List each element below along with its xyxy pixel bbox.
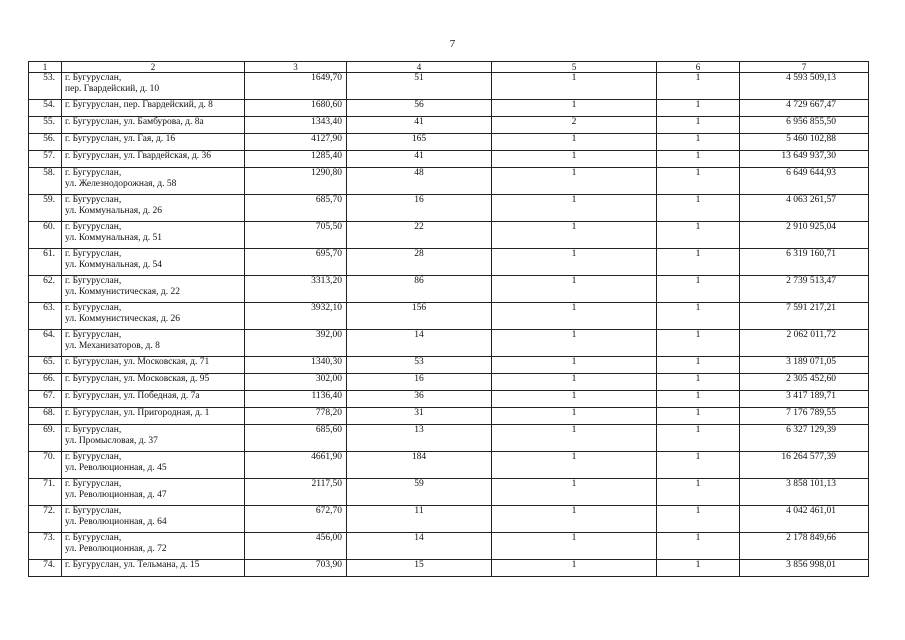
row-number-cell: 54. bbox=[29, 100, 62, 117]
address-line: г. Бугуруслан, bbox=[65, 533, 122, 543]
column-3-cell: 1340,30 bbox=[245, 357, 347, 374]
column-3-cell: 685,60 bbox=[245, 425, 347, 452]
column-6-cell: 1 bbox=[657, 134, 740, 151]
column-6-cell: 1 bbox=[657, 303, 740, 330]
address-cell bbox=[62, 560, 245, 577]
address-cell bbox=[62, 151, 245, 168]
row-number-cell: 68. bbox=[29, 408, 62, 425]
column-6-cell: 1 bbox=[657, 506, 740, 533]
address-line: ул. Железнодорожная, д. 58 bbox=[65, 179, 177, 189]
column-5-cell: 1 bbox=[492, 357, 657, 374]
column-6-cell: 1 bbox=[657, 560, 740, 577]
column-6-cell: 1 bbox=[657, 100, 740, 117]
address-cell bbox=[62, 222, 245, 249]
column-5-cell: 1 bbox=[492, 134, 657, 151]
column-4-cell: 51 bbox=[347, 73, 492, 100]
column-5-cell: 1 bbox=[492, 560, 657, 577]
column-6-cell: 1 bbox=[657, 452, 740, 479]
address-cell bbox=[62, 357, 245, 374]
column-4-cell: 16 bbox=[347, 374, 492, 391]
row-number-cell: 65. bbox=[29, 357, 62, 374]
row-number-cell: 57. bbox=[29, 151, 62, 168]
column-4-cell: 53 bbox=[347, 357, 492, 374]
address-line: ул. Коммунистическая, д. 22 bbox=[65, 287, 180, 297]
column-3-cell: 1290,80 bbox=[245, 168, 347, 195]
column-6-cell: 1 bbox=[657, 374, 740, 391]
table-row bbox=[29, 276, 869, 303]
column-3-cell: 4127,90 bbox=[245, 134, 347, 151]
column-7-cell: 13 649 937,30 bbox=[740, 151, 869, 168]
address-cell bbox=[62, 249, 245, 276]
row-number-cell: 63. bbox=[29, 303, 62, 330]
address-line: г. Бугуруслан, ул. Тельмана, д. 15 bbox=[65, 560, 200, 570]
address-line: г. Бугуруслан, ул. Гвардейская, д. 36 bbox=[65, 151, 211, 161]
column-3-cell: 2117,50 bbox=[245, 479, 347, 506]
address-cell bbox=[62, 408, 245, 425]
column-4-cell: 56 bbox=[347, 100, 492, 117]
row-number-cell: 58. bbox=[29, 168, 62, 195]
column-7-cell: 4 063 261,57 bbox=[740, 195, 869, 222]
address-line: ул. Революционная, д. 47 bbox=[65, 490, 167, 500]
address-line: г. Бугуруслан, bbox=[65, 330, 122, 340]
column-4-cell: 14 bbox=[347, 533, 492, 560]
table-row bbox=[29, 100, 869, 117]
table-row bbox=[29, 151, 869, 168]
column-header: 1 bbox=[29, 62, 62, 73]
row-number-cell: 70. bbox=[29, 452, 62, 479]
address-line: г. Бугуруслан, bbox=[65, 479, 122, 489]
address-line: г. Бугуруслан, bbox=[65, 73, 122, 83]
address-line: г. Бугуруслан, ул. Победная, д. 7а bbox=[65, 391, 200, 401]
address-cell bbox=[62, 100, 245, 117]
table-row bbox=[29, 506, 869, 533]
column-header: 3 bbox=[245, 62, 347, 73]
column-5-cell: 1 bbox=[492, 452, 657, 479]
column-7-cell: 6 956 855,50 bbox=[740, 117, 869, 134]
column-6-cell: 1 bbox=[657, 330, 740, 357]
column-3-cell: 685,70 bbox=[245, 195, 347, 222]
table-row bbox=[29, 117, 869, 134]
column-5-cell: 1 bbox=[492, 374, 657, 391]
column-4-cell: 16 bbox=[347, 195, 492, 222]
column-header: 4 bbox=[347, 62, 492, 73]
table-row bbox=[29, 357, 869, 374]
column-6-cell: 1 bbox=[657, 168, 740, 195]
table-row bbox=[29, 452, 869, 479]
table-row bbox=[29, 425, 869, 452]
column-6-cell: 1 bbox=[657, 425, 740, 452]
column-4-cell: 22 bbox=[347, 222, 492, 249]
column-4-cell: 41 bbox=[347, 151, 492, 168]
column-7-cell: 2 739 513,47 bbox=[740, 276, 869, 303]
column-6-cell: 1 bbox=[657, 117, 740, 134]
column-7-cell: 3 858 101,13 bbox=[740, 479, 869, 506]
address-line: ул. Революционная, д. 64 bbox=[65, 517, 167, 527]
address-line: ул. Промысловая, д. 37 bbox=[65, 436, 158, 446]
column-6-cell: 1 bbox=[657, 357, 740, 374]
column-3-cell: 1285,40 bbox=[245, 151, 347, 168]
table-row bbox=[29, 533, 869, 560]
row-number-cell: 72. bbox=[29, 506, 62, 533]
column-7-cell: 2 305 452,60 bbox=[740, 374, 869, 391]
column-4-cell: 156 bbox=[347, 303, 492, 330]
address-line: г. Бугуруслан, bbox=[65, 249, 122, 259]
column-4-cell: 15 bbox=[347, 560, 492, 577]
column-6-cell: 1 bbox=[657, 195, 740, 222]
address-cell bbox=[62, 479, 245, 506]
address-cell bbox=[62, 374, 245, 391]
row-number-cell: 74. bbox=[29, 560, 62, 577]
address-line: г. Бугуруслан, ул. Гая, д. 16 bbox=[65, 134, 176, 144]
column-7-cell: 3 417 189,71 bbox=[740, 391, 869, 408]
address-line: ул. Коммунальная, д. 51 bbox=[65, 233, 162, 243]
table-row bbox=[29, 249, 869, 276]
column-4-cell: 11 bbox=[347, 506, 492, 533]
column-5-cell: 1 bbox=[492, 168, 657, 195]
column-4-cell: 14 bbox=[347, 330, 492, 357]
column-3-cell: 392,00 bbox=[245, 330, 347, 357]
column-6-cell: 1 bbox=[657, 276, 740, 303]
address-line: ул. Коммунальная, д. 54 bbox=[65, 260, 162, 270]
address-line: пер. Гвардейский, д. 10 bbox=[65, 84, 160, 94]
address-line: г. Бугуруслан, пер. Гвардейский, д. 8 bbox=[65, 100, 213, 110]
column-7-cell: 2 062 011,72 bbox=[740, 330, 869, 357]
housing-table bbox=[28, 61, 869, 577]
row-number-cell: 62. bbox=[29, 276, 62, 303]
address-cell bbox=[62, 195, 245, 222]
address-line: ул. Революционная, д. 72 bbox=[65, 544, 167, 554]
address-cell bbox=[62, 330, 245, 357]
address-cell bbox=[62, 168, 245, 195]
column-7-cell: 4 593 509,13 bbox=[740, 73, 869, 100]
column-3-cell: 1649,70 bbox=[245, 73, 347, 100]
column-6-cell: 1 bbox=[657, 533, 740, 560]
address-line: г. Бугуруслан, ул. Бамбурова, д. 8а bbox=[65, 117, 204, 127]
address-cell bbox=[62, 425, 245, 452]
column-3-cell: 4661,90 bbox=[245, 452, 347, 479]
column-7-cell: 6 649 644,93 bbox=[740, 168, 869, 195]
table-row bbox=[29, 134, 869, 151]
column-7-cell: 6 327 129,39 bbox=[740, 425, 869, 452]
column-5-cell: 1 bbox=[492, 195, 657, 222]
address-line: г. Бугуруслан, bbox=[65, 168, 122, 178]
address-cell bbox=[62, 134, 245, 151]
address-cell bbox=[62, 452, 245, 479]
column-6-cell: 1 bbox=[657, 151, 740, 168]
column-6-cell: 1 bbox=[657, 249, 740, 276]
column-3-cell: 456,00 bbox=[245, 533, 347, 560]
column-4-cell: 13 bbox=[347, 425, 492, 452]
address-cell bbox=[62, 73, 245, 100]
column-7-cell: 6 319 160,71 bbox=[740, 249, 869, 276]
column-5-cell: 1 bbox=[492, 391, 657, 408]
column-4-cell: 31 bbox=[347, 408, 492, 425]
column-4-cell: 48 bbox=[347, 168, 492, 195]
row-number-cell: 71. bbox=[29, 479, 62, 506]
address-line: г. Бугуруслан, ул. Пригородная, д. 1 bbox=[65, 408, 210, 418]
column-7-cell: 5 460 102,88 bbox=[740, 134, 869, 151]
column-5-cell: 1 bbox=[492, 249, 657, 276]
column-5-cell: 1 bbox=[492, 479, 657, 506]
row-number-cell: 59. bbox=[29, 195, 62, 222]
column-6-cell: 1 bbox=[657, 391, 740, 408]
column-3-cell: 3313,20 bbox=[245, 276, 347, 303]
address-cell bbox=[62, 303, 245, 330]
address-cell bbox=[62, 391, 245, 408]
address-line: г. Бугуруслан, bbox=[65, 276, 122, 286]
row-number-cell: 64. bbox=[29, 330, 62, 357]
address-cell bbox=[62, 276, 245, 303]
column-5-cell: 1 bbox=[492, 425, 657, 452]
table-row bbox=[29, 303, 869, 330]
table-row bbox=[29, 222, 869, 249]
row-number-cell: 66. bbox=[29, 374, 62, 391]
column-5-cell: 1 bbox=[492, 276, 657, 303]
column-3-cell: 703,90 bbox=[245, 560, 347, 577]
column-4-cell: 41 bbox=[347, 117, 492, 134]
address-line: ул. Механизаторов, д. 8 bbox=[65, 341, 160, 351]
column-7-cell: 4 729 667,47 bbox=[740, 100, 869, 117]
column-7-cell: 7 176 789,55 bbox=[740, 408, 869, 425]
column-5-cell: 1 bbox=[492, 73, 657, 100]
row-number-cell: 69. bbox=[29, 425, 62, 452]
column-7-cell: 16 264 577,39 bbox=[740, 452, 869, 479]
column-3-cell: 1680,60 bbox=[245, 100, 347, 117]
column-header: 6 bbox=[657, 62, 740, 73]
column-header: 2 bbox=[62, 62, 245, 73]
row-number-cell: 61. bbox=[29, 249, 62, 276]
row-number-cell: 60. bbox=[29, 222, 62, 249]
column-4-cell: 59 bbox=[347, 479, 492, 506]
address-line: г. Бугуруслан, bbox=[65, 506, 122, 516]
address-line: ул. Революционная, д. 45 bbox=[65, 463, 167, 473]
column-3-cell: 695,70 bbox=[245, 249, 347, 276]
column-3-cell: 705,50 bbox=[245, 222, 347, 249]
column-3-cell: 3932,10 bbox=[245, 303, 347, 330]
column-5-cell: 1 bbox=[492, 303, 657, 330]
column-header: 5 bbox=[492, 62, 657, 73]
page-number: 7 bbox=[449, 38, 456, 50]
column-3-cell: 1136,40 bbox=[245, 391, 347, 408]
column-7-cell: 4 042 461,01 bbox=[740, 506, 869, 533]
address-cell bbox=[62, 117, 245, 134]
table-row bbox=[29, 374, 869, 391]
table-row bbox=[29, 479, 869, 506]
column-3-cell: 672,70 bbox=[245, 506, 347, 533]
column-6-cell: 1 bbox=[657, 222, 740, 249]
column-5-cell: 1 bbox=[492, 408, 657, 425]
row-number-cell: 53. bbox=[29, 73, 62, 100]
column-5-cell: 1 bbox=[492, 533, 657, 560]
column-7-cell: 3 189 071,05 bbox=[740, 357, 869, 374]
column-5-cell: 2 bbox=[492, 117, 657, 134]
column-5-cell: 1 bbox=[492, 222, 657, 249]
address-line: г. Бугуруслан, ул. Московская, д. 71 bbox=[65, 357, 210, 367]
column-4-cell: 165 bbox=[347, 134, 492, 151]
row-number-cell: 73. bbox=[29, 533, 62, 560]
column-4-cell: 86 bbox=[347, 276, 492, 303]
column-3-cell: 778,20 bbox=[245, 408, 347, 425]
address-line: ул. Коммунистическая, д. 26 bbox=[65, 314, 180, 324]
table-row bbox=[29, 408, 869, 425]
table-row bbox=[29, 330, 869, 357]
address-line: г. Бугуруслан, ул. Московская, д. 95 bbox=[65, 374, 210, 384]
address-line: г. Бугуруслан, bbox=[65, 425, 122, 435]
column-5-cell: 1 bbox=[492, 506, 657, 533]
table-row bbox=[29, 73, 869, 100]
column-5-cell: 1 bbox=[492, 100, 657, 117]
column-6-cell: 1 bbox=[657, 408, 740, 425]
table-row bbox=[29, 195, 869, 222]
column-3-cell: 1343,40 bbox=[245, 117, 347, 134]
column-7-cell: 7 591 217,21 bbox=[740, 303, 869, 330]
address-line: г. Бугуруслан, bbox=[65, 452, 122, 462]
table-row bbox=[29, 391, 869, 408]
column-7-cell: 3 856 998,01 bbox=[740, 560, 869, 577]
column-5-cell: 1 bbox=[492, 151, 657, 168]
table-row bbox=[29, 560, 869, 577]
column-4-cell: 184 bbox=[347, 452, 492, 479]
row-number-cell: 55. bbox=[29, 117, 62, 134]
column-header: 7 bbox=[740, 62, 869, 73]
address-line: г. Бугуруслан, bbox=[65, 222, 122, 232]
column-6-cell: 1 bbox=[657, 73, 740, 100]
column-4-cell: 28 bbox=[347, 249, 492, 276]
address-line: ул. Коммунальная, д. 26 bbox=[65, 206, 162, 216]
table-row bbox=[29, 168, 869, 195]
header-row bbox=[29, 62, 869, 73]
column-4-cell: 36 bbox=[347, 391, 492, 408]
row-number-cell: 67. bbox=[29, 391, 62, 408]
address-line: г. Бугуруслан, bbox=[65, 195, 122, 205]
row-number-cell: 56. bbox=[29, 134, 62, 151]
column-5-cell: 1 bbox=[492, 330, 657, 357]
column-3-cell: 302,00 bbox=[245, 374, 347, 391]
column-7-cell: 2 178 849,66 bbox=[740, 533, 869, 560]
column-7-cell: 2 910 925,04 bbox=[740, 222, 869, 249]
address-line: г. Бугуруслан, bbox=[65, 303, 122, 313]
address-cell bbox=[62, 533, 245, 560]
address-cell bbox=[62, 506, 245, 533]
column-6-cell: 1 bbox=[657, 479, 740, 506]
